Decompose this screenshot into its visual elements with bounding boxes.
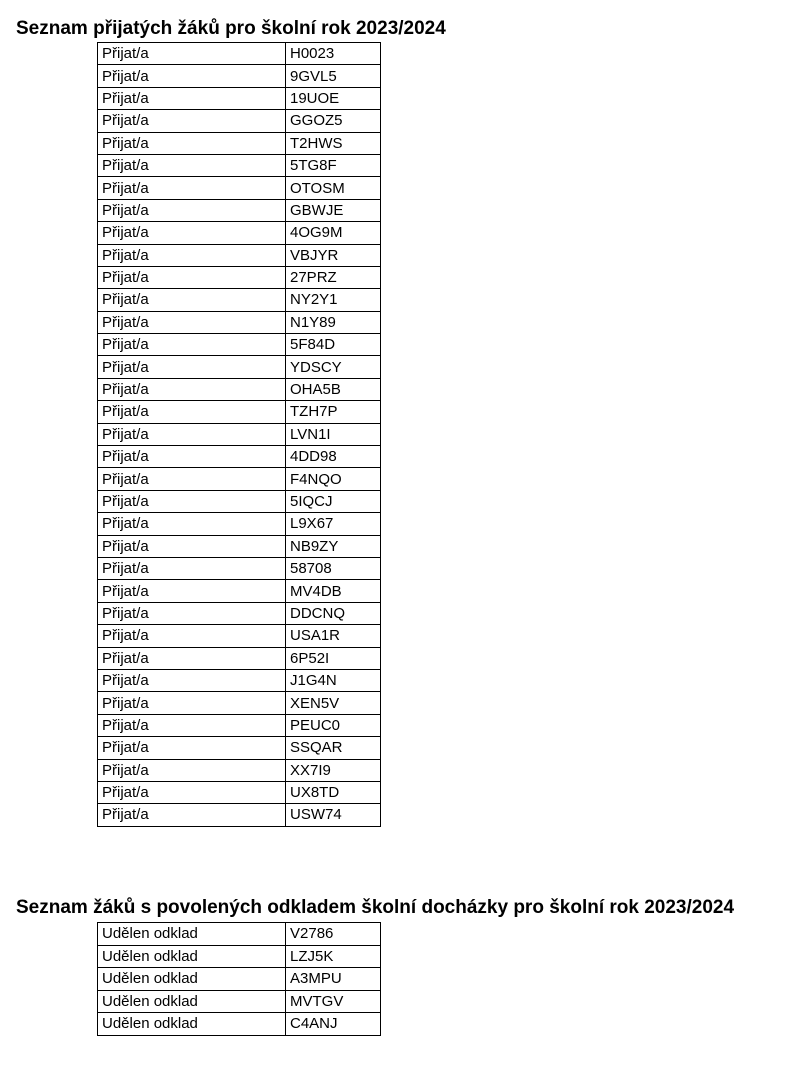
table-row [98,334,381,356]
student-code-cell: NY2Y1 [286,289,381,311]
status-cell: Přijat/a [98,490,286,512]
table-row [98,647,381,669]
student-code-cell: YDSCY [286,356,381,378]
table-row [98,580,381,602]
table-row [98,311,381,333]
table-row [98,737,381,759]
status-cell: Přijat/a [98,714,286,736]
table-row [98,1013,381,1036]
table-row [98,110,381,132]
table-row [98,43,381,65]
status-cell: Přijat/a [98,692,286,714]
status-cell: Přijat/a [98,557,286,579]
admitted-students-table [97,42,381,827]
status-cell: Udělen odklad [98,923,286,946]
status-cell: Přijat/a [98,669,286,691]
student-code-cell: 27PRZ [286,266,381,288]
student-code-cell: C4ANJ [286,1013,381,1036]
status-cell: Přijat/a [98,65,286,87]
student-code-cell: 4DD98 [286,446,381,468]
status-cell: Přijat/a [98,804,286,826]
student-code-cell: N1Y89 [286,311,381,333]
student-code-cell: V2786 [286,923,381,946]
status-cell: Přijat/a [98,244,286,266]
status-cell: Přijat/a [98,154,286,176]
student-code-cell: H0023 [286,43,381,65]
table-row [98,132,381,154]
student-code-cell: LVN1I [286,423,381,445]
table-row [98,625,381,647]
student-code-cell: 5IQCJ [286,490,381,512]
status-cell: Přijat/a [98,446,286,468]
student-code-cell: F4NQO [286,468,381,490]
status-cell: Přijat/a [98,513,286,535]
status-cell: Přijat/a [98,334,286,356]
table-row [98,759,381,781]
student-code-cell: NB9ZY [286,535,381,557]
status-cell: Přijat/a [98,311,286,333]
table-row [98,557,381,579]
status-cell: Přijat/a [98,401,286,423]
table-row [98,602,381,624]
status-cell: Udělen odklad [98,990,286,1013]
student-code-cell: T2HWS [286,132,381,154]
status-cell: Přijat/a [98,87,286,109]
admitted-list-title: Seznam přijatých žáků pro školní rok 2023/2024 [16,18,446,39]
admitted-table-body [98,43,381,827]
student-code-cell: USA1R [286,625,381,647]
student-code-cell: A3MPU [286,968,381,991]
status-cell: Udělen odklad [98,968,286,991]
table-row [98,945,381,968]
status-cell: Přijat/a [98,43,286,65]
student-code-cell: 5F84D [286,334,381,356]
table-row [98,401,381,423]
student-code-cell: 6P52I [286,647,381,669]
deferred-list-title: Seznam žáků s povolených odkladem školní docházky pro školní rok 2023/2024 [16,897,735,918]
student-code-cell: VBJYR [286,244,381,266]
status-cell: Přijat/a [98,468,286,490]
student-code-cell: J1G4N [286,669,381,691]
deferred-table-body [98,923,381,1036]
table-row [98,154,381,176]
table-row [98,468,381,490]
student-code-cell: PEUC0 [286,714,381,736]
table-row [98,990,381,1013]
table-row [98,199,381,221]
table-row [98,714,381,736]
table-row [98,244,381,266]
status-cell: Přijat/a [98,199,286,221]
table-row [98,781,381,803]
table-row [98,356,381,378]
table-row [98,535,381,557]
table-row [98,490,381,512]
table-row [98,669,381,691]
status-cell: Přijat/a [98,759,286,781]
status-cell: Přijat/a [98,378,286,400]
table-row [98,222,381,244]
status-cell: Přijat/a [98,737,286,759]
status-cell: Přijat/a [98,781,286,803]
student-code-cell: DDCNQ [286,602,381,624]
status-cell: Přijat/a [98,535,286,557]
student-code-cell: GBWJE [286,199,381,221]
table-row [98,446,381,468]
status-cell: Udělen odklad [98,945,286,968]
student-code-cell: GGOZ5 [286,110,381,132]
student-code-cell: OHA5B [286,378,381,400]
table-row [98,968,381,991]
student-code-cell: LZJ5K [286,945,381,968]
status-cell: Přijat/a [98,177,286,199]
table-row [98,65,381,87]
table-row [98,177,381,199]
student-code-cell: USW74 [286,804,381,826]
table-row [98,378,381,400]
table-row [98,804,381,826]
student-code-cell: XX7I9 [286,759,381,781]
status-cell: Přijat/a [98,222,286,244]
student-code-cell: MVTGV [286,990,381,1013]
student-code-cell: 9GVL5 [286,65,381,87]
student-code-cell: SSQAR [286,737,381,759]
table-row [98,87,381,109]
status-cell: Přijat/a [98,132,286,154]
student-code-cell: XEN5V [286,692,381,714]
table-row [98,266,381,288]
table-row [98,423,381,445]
student-code-cell: 5TG8F [286,154,381,176]
student-code-cell: MV4DB [286,580,381,602]
student-code-cell: OTOSM [286,177,381,199]
status-cell: Přijat/a [98,625,286,647]
table-row [98,923,381,946]
status-cell: Přijat/a [98,266,286,288]
student-code-cell: L9X67 [286,513,381,535]
status-cell: Přijat/a [98,423,286,445]
status-cell: Přijat/a [98,356,286,378]
table-row [98,692,381,714]
student-code-cell: 19UOE [286,87,381,109]
status-cell: Udělen odklad [98,1013,286,1036]
status-cell: Přijat/a [98,647,286,669]
student-code-cell: TZH7P [286,401,381,423]
student-code-cell: UX8TD [286,781,381,803]
status-cell: Přijat/a [98,110,286,132]
student-code-cell: 58708 [286,557,381,579]
table-row [98,513,381,535]
table-row [98,289,381,311]
student-code-cell: 4OG9M [286,222,381,244]
deferred-students-table [97,922,381,1036]
status-cell: Přijat/a [98,602,286,624]
status-cell: Přijat/a [98,580,286,602]
status-cell: Přijat/a [98,289,286,311]
